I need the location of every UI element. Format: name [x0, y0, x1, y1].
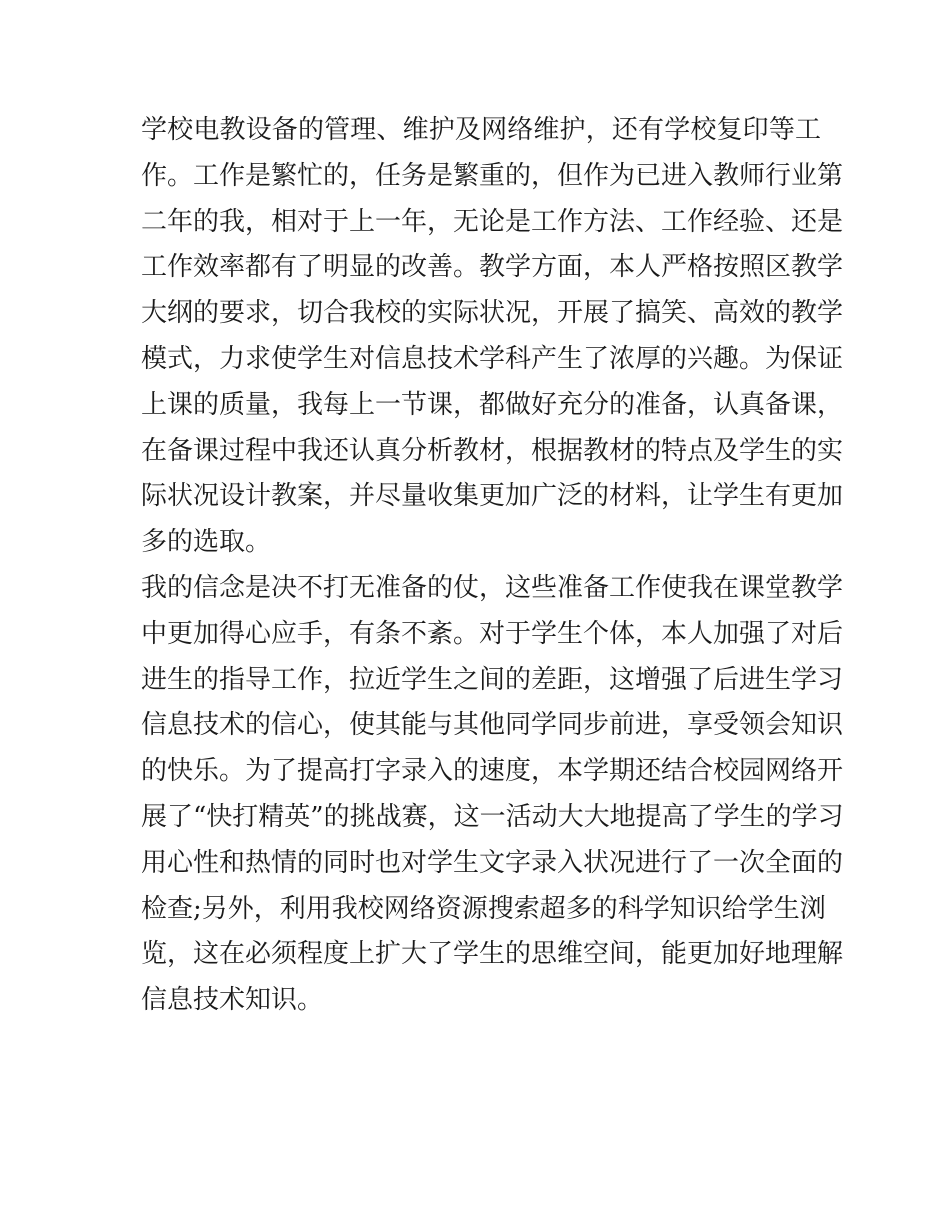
- text-line: 览，这在必须程度上扩大了学生的思维空间，能更加好地理解: [141, 939, 844, 970]
- text-line: 大纲的要求，切合我校的实际状况，开展了搞笑、高效的教学: [141, 298, 844, 329]
- text-line: 作。工作是繁忙的，任务是繁重的，但作为已进入教师行业第: [141, 160, 844, 191]
- paragraph-2: [141, 566, 844, 1024]
- text-line: 展了“快打精英”的挑战赛，这一活动大大地提高了学生的学习: [141, 801, 844, 832]
- paragraph-1: [141, 108, 844, 566]
- text-line: 检查;另外，利用我校网络资源搜索超多的科学知识给学生浏: [141, 893, 826, 924]
- text-line: 的快乐。为了提高打字录入的速度，本学期还结合校园网络开: [141, 756, 844, 787]
- text-line: 工作效率都有了明显的改善。教学方面，本人严格按照区教学: [141, 252, 844, 283]
- text-line: 学校电教设备的管理、维护及网络维护，还有学校复印等工: [141, 115, 821, 145]
- body-text: [141, 108, 844, 1024]
- text-line: 多的选取。: [141, 527, 272, 558]
- text-line: 模式，力求使学生对信息技术学科产生了浓厚的兴趣。为保证: [141, 343, 844, 374]
- text-line: 用心性和热情的同时也对学生文字录入状况进行了一次全面的: [141, 847, 844, 878]
- text-line: 进生的指导工作，拉近学生之间的差距，这增强了后进生学习: [141, 664, 844, 695]
- text-line: 信息技术的信心，使其能与其他同学同步前进，享受领会知识: [141, 710, 844, 741]
- text-line: 二年的我，相对于上一年，无论是工作方法、工作经验、还是: [141, 206, 844, 237]
- text-line: 我的信念是决不打无准备的仗，这些准备工作使我在课堂教学: [141, 572, 844, 603]
- text-line: 在备课过程中我还认真分析教材，根据教材的特点及学生的实: [141, 435, 844, 466]
- text-line: 际状况设计教案，并尽量收集更加广泛的材料，让学生有更加: [141, 481, 844, 512]
- text-line: 上课的质量，我每上一节课，都做好充分的准备，认真备课，: [141, 389, 844, 420]
- text-line: 中更加得心应手，有条不紊。对于学生个体，本人加强了对后: [141, 618, 844, 649]
- text-line: 信息技术知识。: [141, 985, 324, 1016]
